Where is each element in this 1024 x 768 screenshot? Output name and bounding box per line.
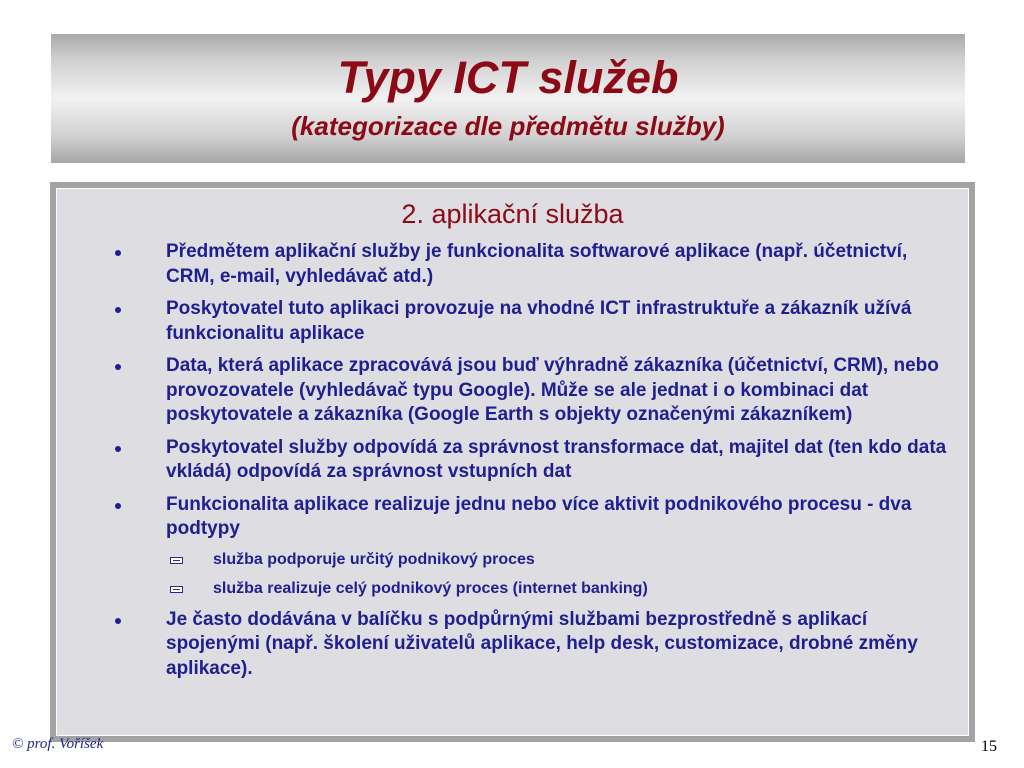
bullet-dot-icon: [115, 307, 121, 313]
bullet-dot-icon: [115, 250, 121, 256]
bullet-text: Poskytovatel služby odpovídá za správnost transformace dat, majitel dat (ten kdo data vkládá) odpovídá za správnost vstupních dat: [166, 436, 947, 482]
title-banner: [51, 34, 965, 163]
bullet-item: [115, 436, 960, 485]
bullet-dot-icon: [115, 503, 121, 509]
slide-subtitle: (kategorizace dle předmětu služby): [291, 111, 725, 141]
bullet-item: [115, 240, 960, 289]
bullet-item: [115, 297, 960, 346]
sub-bullet-item: [115, 579, 960, 599]
sub-bullet-text: služba realizuje celý podnikový proces (internet banking): [213, 579, 648, 597]
content-frame: [50, 182, 975, 742]
page-number: 15: [981, 738, 997, 755]
slide-title: Typy ICT služeb: [337, 52, 679, 103]
author-credit: © prof. Voříšek: [12, 736, 104, 752]
bullet-text: Data, která aplikace zpracovává jsou buď výhradně zákazníka (účetnictví, CRM), nebo provozovatele (vyhledávač typu Google). Může se ale jednat i o kombinaci dat poskytovatele a zákazníka (Google Earth s objekty označenými zákazníkem): [166, 355, 939, 425]
section-heading: 2. aplikační služba: [401, 199, 624, 229]
bullet-text: Je často dodávána v balíčku s podpůrnými službami bezprostředně s aplikací spojenými (např. školení uživatelů aplikace, help desk, customizace, drobné změny aplikace).: [166, 608, 918, 679]
bullet-text: Funkcionalita aplikace realizuje jednu nebo více aktivit podnikového procesu - dva podtypy: [166, 493, 912, 539]
pen-bullet-icon: [170, 586, 183, 593]
bullet-text: Poskytovatel tuto aplikaci provozuje na vhodné ICT infrastruktuře a zákazník užívá funkcionalitu aplikace: [166, 298, 912, 344]
sub-bullet-item: [115, 550, 960, 570]
content-panel: [56, 188, 969, 736]
bullet-dot-icon: [115, 618, 121, 624]
sub-bullet-text: služba podporuje určitý podnikový proces: [213, 550, 535, 568]
bullet-item: [115, 354, 960, 428]
pen-bullet-icon: [170, 557, 183, 564]
bullet-dot-icon: [115, 364, 121, 370]
bullet-item: [115, 608, 960, 682]
bullet-list: [115, 240, 960, 689]
bullet-text: Předmětem aplikační služby je funkcionalita softwarové aplikace (např. účetnictví, CRM, e-mail, vyhledávač atd.): [166, 241, 908, 287]
bullet-dot-icon: [115, 446, 121, 452]
bullet-item: [115, 493, 960, 542]
